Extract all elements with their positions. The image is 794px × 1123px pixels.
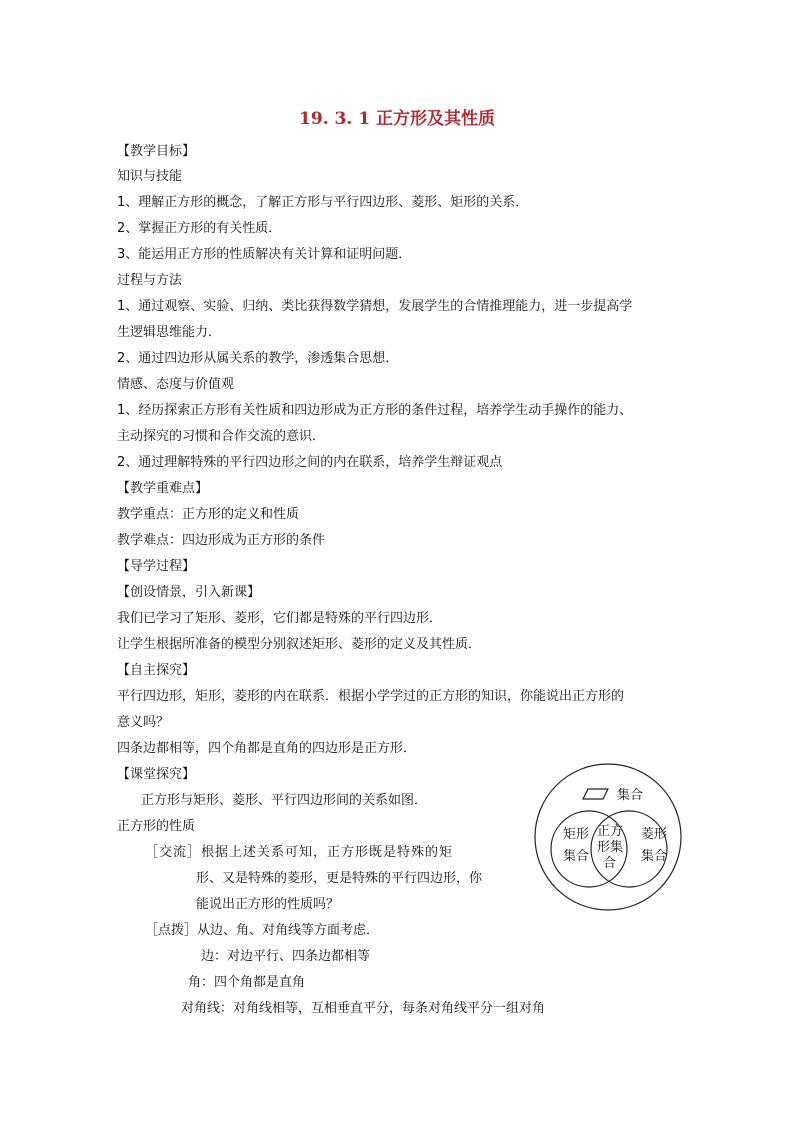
text-line: 2、通过理解特殊的平行四边形之间的内在联系，培养学生辩证观点 bbox=[117, 455, 503, 470]
property-diagonals: 对角线：对角线相等，互相垂直平分，每条对角线平分一组对角 bbox=[181, 1001, 546, 1016]
text-line: 教学重点：正方形的定义和性质 bbox=[117, 507, 300, 522]
square-label-line2: 形集 bbox=[597, 840, 624, 855]
section-heading-classroom: 【课堂探究】 bbox=[117, 767, 196, 782]
text-line: 我们已学习了矩形、菱形，它们都是特殊的平行四边形． bbox=[117, 611, 443, 626]
text-line: 形、又是特殊的菱形，更是特殊的平行四边形，你 bbox=[196, 871, 483, 886]
section-heading-goals: 【教学目标】 bbox=[117, 144, 196, 159]
parallelogram-icon bbox=[583, 789, 608, 799]
text-line: 正方形与矩形、菱形、平行四边形间的关系如图． bbox=[141, 793, 428, 808]
text-line: 让学生根据所准备的模型分别叙述矩形、菱形的定义及其性质． bbox=[117, 637, 482, 652]
text-line: 平行四边形，矩形，菱形的内在联系．根据小学学过的正方形的知识，你能说出正方形的 bbox=[117, 689, 625, 704]
text-line: 主动探究的习惯和合作交流的意识． bbox=[117, 429, 326, 444]
page-title: 19. 3. 1 正方形及其性质 bbox=[299, 109, 495, 129]
section-heading-intro: 【创设情景，引入新课】 bbox=[117, 585, 261, 600]
text-line: 1、理解正方形的概念，了解正方形与平行四边形、菱形、矩形的关系． bbox=[117, 195, 529, 210]
subheading-properties: 正方形的性质 bbox=[117, 819, 196, 834]
section-heading-process: 【导学过程】 bbox=[117, 559, 196, 574]
text-line: 生逻辑思维能力． bbox=[117, 325, 222, 340]
text-line-exchange: ［交流］根据上述关系可知，正方形既是特殊的矩 bbox=[145, 845, 454, 860]
rectangle-label-line1: 矩形 bbox=[563, 827, 590, 842]
text-line: 2、掌握正方形的有关性质． bbox=[117, 221, 282, 236]
square-label-line3: 合 bbox=[603, 856, 617, 871]
subheading-process: 过程与方法 bbox=[117, 273, 183, 288]
outer-set-label: 集合 bbox=[617, 788, 644, 803]
property-sides: 边：对边平行、四条边都相等 bbox=[201, 949, 371, 964]
venn-diagram bbox=[533, 762, 683, 912]
section-heading-keypoints: 【教学重难点】 bbox=[117, 481, 209, 496]
text-line: 2、通过四边形从属关系的教学，渗透集合思想． bbox=[117, 351, 399, 366]
text-line: 3、能运用正方形的性质解决有关计算和证明问题． bbox=[117, 247, 412, 262]
subheading-knowledge: 知识与技能 bbox=[117, 169, 183, 184]
text-line: 教学难点：四边形成为正方形的条件 bbox=[117, 533, 326, 548]
rectangle-label-line2: 集合 bbox=[563, 849, 590, 864]
section-heading-explore: 【自主探究】 bbox=[117, 663, 196, 678]
subheading-values: 情感、态度与价值观 bbox=[117, 377, 235, 392]
text-line-hint: ［点拨］从边、角、对角线等方面考虑． bbox=[145, 923, 380, 938]
text-line: 意义吗？ bbox=[117, 715, 170, 730]
text-line: 能说出正方形的性质吗？ bbox=[196, 897, 340, 912]
square-label-line1: 正方 bbox=[597, 824, 624, 839]
property-angles: 角：四个角都是直角 bbox=[188, 975, 306, 990]
text-line: 1、经历探索正方形有关性质和四边形成为正方形的条件过程，培养学生动手操作的能力、 bbox=[117, 403, 633, 418]
text-line: 四条边都相等，四个角都是直角的四边形是正方形． bbox=[117, 741, 417, 756]
rhombus-label-line1: 菱形 bbox=[641, 827, 668, 842]
text-line: 1、通过观察、实验、归纳、类比获得数学猜想，发展学生的合情推理能力，进一步提高学 bbox=[117, 299, 633, 314]
rhombus-label-line2: 集合 bbox=[641, 849, 668, 864]
